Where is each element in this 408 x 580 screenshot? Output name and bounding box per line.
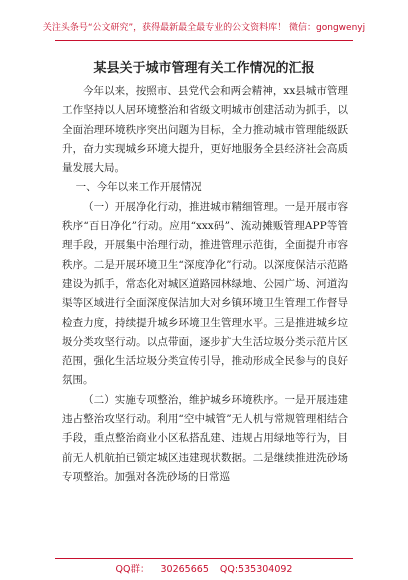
intro-paragraph: 今年以来，按照市、县党代会和两会精神，xx县城市管理工作坚持以人居环境整治和省级文明城市创建活动为抓手，以全面治理环境秩序突出问题为目标，全力推动城市管理能级跃升，奋力实现城乡环境大提升，更好地服务全县经济社会高质量发展大局。 [62,85,348,175]
header-divider [55,40,353,41]
document-body [62,82,348,487]
qq-group-text: QQ群： 30265665 [115,564,209,575]
body-paragraph: （一）开展净化行动，推进城市精细管理。一是开展市容秩序“百日净化”行动。应用“xxx码”、流动摊贩管理APP等管理手段，开展集中治理行动，推进管理示范街，全面提升市容秩序。二是开展环境卫生“深度净化”行动。以深度保洁示范路建设为抓手，常态化对城区道路园林绿地、公园广场、河道沟渠等区域进行全面深度保洁加大对乡镇环境卫生管理工作督导检查力度，持续提升城乡环境卫生管理水平。三是推进城乡垃圾分类攻坚行动。以点带面，逐步扩大生活垃圾分类示范片区范围，强化生活垃圾分类宣传引导，推动形成全民参与的良好氛围。 [62,200,348,387]
section-heading: 一、今年以来工作开展情况 [75,181,202,194]
promo-banner: 关注头条号“公文研究”，获得最新最全最专业的公文资料库！ 微信：gongwenyj [42,23,366,33]
contact-footer [0,561,408,575]
body-paragraph: （二）实施专项整治，维护城乡环境秩序。一是开展违建违占整治攻坚行动。利用“空中城管”无人机与常规管理相结合手段，重点整治商业小区私搭乱建、违规占用绿地等行为，目前无人机航拍已锁定城区违建现状数据。二是继续推进洗砂场专项整治。加强对各洗砂场的日常巡 [62,393,348,483]
footer-divider [55,558,353,559]
qq-contact-text: QQ:535304092 [219,564,293,575]
document-title: 某县关于城市管理有关工作情况的汇报 [93,61,315,76]
